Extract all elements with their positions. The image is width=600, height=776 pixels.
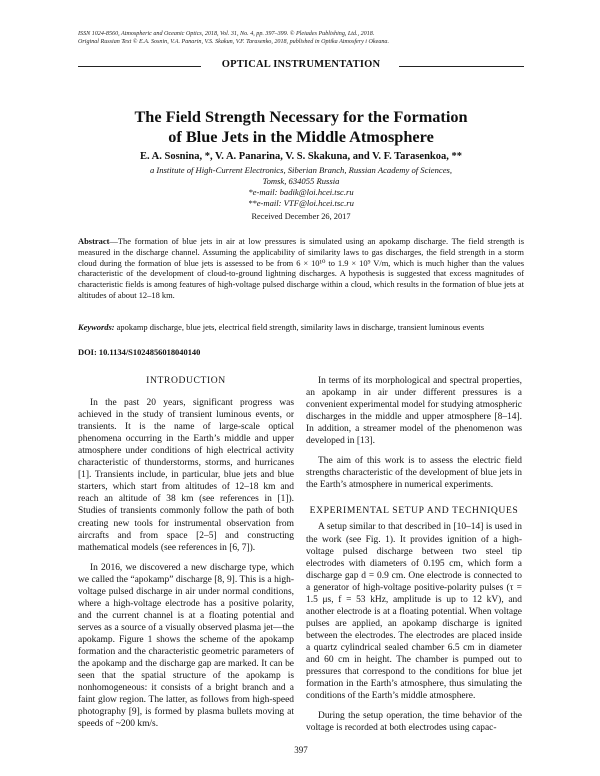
setup-paragraph-1: A setup similar to that described in [10–14] is used in the work (see Fig. 1). It provides ignition of a high-voltage pulsed discharge between two steel tip electrodes with diameters of 0.195 cm, which form a discharge gap d = 0.9 cm. One electrode is connected to a generator of high-voltage positive-polarity pulses (τ = 1.5 μs, f = 53 kHz, amplitude is up to 12 kV), and another electrode is at a floating potential. When voltage pulses are applied, an apokamp discharge is ignited between the electrodes. The electrodes are placed inside a quartz cylindrical sealed chamber 6.5 cm in diameter and 60 cm in height. The chamber is pumped out to pressures that correspond to the conditions for blue jet formation in the Earth’s atmosphere, thus simulating the conditions of the Earth’s middle atmosphere. (306, 522, 522, 702)
affiliation-line-2: Tomsk, 634055 Russia (262, 176, 340, 186)
author-list: E. A. Sosnina, *, V. A. Panarina, V. S. Skakuna, and V. F. Tarasenkoa, ** (139, 151, 463, 162)
article-title-line-1: The Field Strength Necessary for the Formation (134, 107, 468, 126)
keywords-label: Keywords: (78, 322, 115, 332)
introduction-paragraph-3: In terms of its morphological and spectral properties, an apokamp in air under different pressures is a convenient experimental model for studying atmospheric discharges in the middle and upper atmosphere [8–14]. In addition, a streamer model of the phenomenon was developed in [13]. (306, 376, 522, 447)
article-title (78, 107, 524, 147)
original-text-line: Original Russian Text © E.A. Sosnin, V.A. Panarin, V.S. Skakun, V.F. Tarasenko, 2018, published in Optika Atmosfery i Okeana. (78, 39, 390, 45)
article-title-line-2: of Blue Jets in the Middle Atmosphere (168, 127, 434, 146)
abstract-label: Abstract (78, 236, 110, 246)
email-1[interactable]: *e-mail: badik@loi.hcei.tsc.ru (248, 187, 354, 197)
section-rule-right (399, 66, 524, 67)
affiliation-line-1: a Institute of High-Current Electronics, Siberian Branch, Russian Academy of Sciences, (149, 165, 453, 175)
introduction-paragraph-1: In the past 20 years, significant progress was achieved in the study of transient luminous events, or transients. It is the name of large-scale optical phenomena occurring in the Earth’s middle and upper atmosphere under conditions of high electrical activity characteristic of thunderstorms, storms, and hurricanes [1]. Transients include, in particular, blue jets and blue starters, which start from altitudes of 12–18 km and reach an altitude of 38 km (see references in [1]). Studies of transients commonly follow the path of both creating new tools for instrumental observation from aircrafts and from space [2–5] and constructing mathematical models (see references in [6, 7]). (78, 398, 294, 553)
page-number: 397 (294, 745, 308, 755)
setup-paragraph-2: During the setup operation, the time behavior of the voltage is recorded at both electrodes using capac- (306, 711, 522, 734)
right-column (306, 375, 522, 742)
section-heading (78, 59, 524, 73)
section-label: OPTICAL INSTRUMENTATION (221, 59, 381, 70)
email-2[interactable]: **e-mail: VTF@loi.hcei.tsc.ru (248, 198, 354, 208)
journal-citation-line: ISSN 1024-8560, Atmospheric and Oceanic Optics, 2018, Vol. 31, No. 4, pp. 397–399. © Pleiades Publishing, Ltd., 2018. (78, 31, 375, 37)
keywords (78, 322, 524, 333)
left-column (78, 375, 294, 738)
author-affiliation (78, 165, 524, 209)
abstract-text: —The formation of blue jets in air at low pressures is simulated using an apokamp discharge. The field strength is measured in the discharge channel. Assuming the applicability of similarity laws to gas discharges, the field strength in a storm cloud during the formation of blue jets is assessed to be from 6 × 10¹⁰ to 1.9 × 10⁹ V/m, which is much higher than the values characteristic of the development of cloud-to-ground lightning discharges. A hypothesis is suggested that excess magnitudes of characteristic fields is among features of high-voltage pulsed discharge within a cloud, which results in the formation of blue jets at altitudes of about 12–18 km. (78, 236, 524, 300)
introduction-paragraph-2: In 2016, we discovered a new discharge type, which we called the “apokamp” discharge [8, 9]. This is a high-voltage pulsed discharge in air under normal conditions, where a high-voltage electrode has a positive polarity, and the current channel is at a floating potential and serves as a source of a visually observed plasma jet—the apokamp. Figure 1 shows the scheme of the apokamp formation and the characteristic geometric parameters of the apokamp and the discharge gap are marked. It can be seen that the spatial structure of the apokamp is nonhomogeneous: it consists of a bright branch and a faint glow region. The latter, as follows from high-speed photography [9], is formed by plasma bullets moving at speeds of ~200 km/s. (78, 562, 294, 730)
keywords-text: apokamp discharge, blue jets, electrical field strength, similarity laws in discharge, transient luminous events (114, 322, 484, 332)
received-date: Received December 26, 2017 (251, 212, 351, 221)
journal-header (78, 30, 524, 46)
introduction-heading: INTRODUCTION (146, 375, 226, 386)
abstract (78, 236, 524, 301)
doi[interactable]: DOI: 10.1134/S1024856018040140 (78, 347, 201, 357)
setup-heading: EXPERIMENTAL SETUP AND TECHNIQUES (309, 505, 519, 517)
introduction-paragraph-4: The aim of this work is to assess the electric field strengths characteristic of the development of blue jets in the Earth’s atmosphere in numerical experiments. (306, 456, 522, 491)
